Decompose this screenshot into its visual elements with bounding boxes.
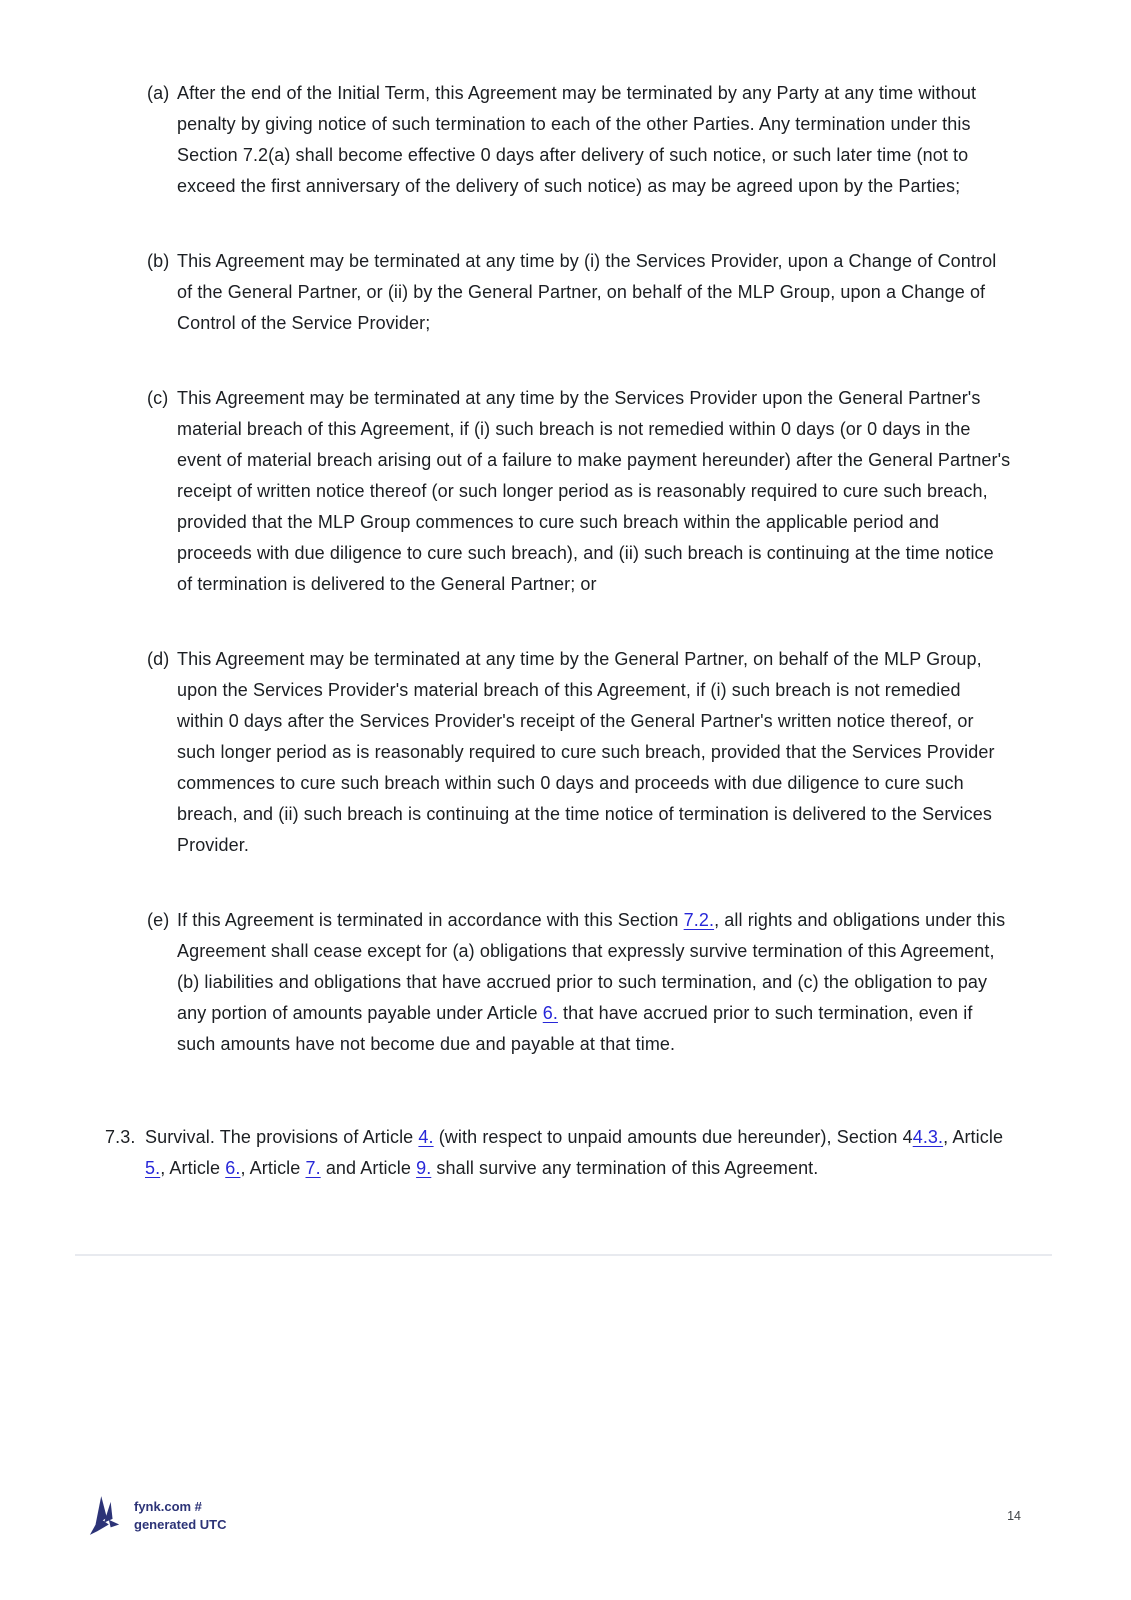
- clause-label: (d): [147, 649, 170, 669]
- brand-line2: generated UTC: [134, 1517, 227, 1532]
- cross-reference-link[interactable]: 7.2.: [683, 910, 715, 930]
- clause-paragraph: [147, 644, 1011, 861]
- section-label: 7.3.: [105, 1127, 136, 1147]
- clause-paragraph: [147, 383, 1011, 600]
- clause-text: This Agreement may be terminated at any time by the General Partner, on behalf of the MLP Group, upon the Services Provider's material breach of this Agreement, if (i) such breach is not remedied within 0 days after the Services Provider's receipt of the General Partner's written notice thereof, or such longer period as is reasonably required to cure such breach, provided that the Services Provider commences to cure such breach within such 0 days and proceeds with due diligence to cure such breach, and (ii) such breach is continuing at the time notice of termination is delivered to the Services Provider.: [177, 649, 995, 855]
- termination-clauses-list: [105, 78, 1011, 1060]
- page-number: 14: [1007, 1509, 1021, 1523]
- cross-reference-link[interactable]: 7.: [305, 1158, 321, 1178]
- cross-reference-link[interactable]: 6.: [542, 1003, 558, 1023]
- clause-paragraph: [147, 905, 1011, 1060]
- clause-text: This Agreement may be terminated at any time by the Services Provider upon the General Partner's material breach of this Agreement, if (i) such breach is not remedied within 0 days (or 0 days in the event of material breach arising out of a failure to make payment hereunder) after the General Partner's receipt of written notice thereof (or such longer period as is reasonably required to cure such breach, provided that the MLP Group commences to cure such breach within the applicable period and proceeds with due diligence to cure such breach), and (ii) such breach is continuing at the time notice of termination is delivered to the General Partner; or: [177, 388, 1011, 594]
- footer-divider: [75, 1254, 1052, 1256]
- clause-label: (a): [147, 83, 170, 103]
- clause-text: After the end of the Initial Term, this Agreement may be terminated by any Party at any time without penalty by giving notice of such termination to each of the other Parties. Any termination under this Section 7.2(a) shall become effective 0 days after delivery of such notice, or such later time (not to exceed the first anniversary of the delivery of such notice) as may be agreed upon by the Parties;: [177, 83, 977, 196]
- numbered-sections: [105, 1122, 1011, 1184]
- section-row: [105, 1122, 1011, 1184]
- clause-text: If this Agreement is terminated in accordance with this Section 7.2., all rights and obligations under this Agreement shall cease except for (a) obligations that expressly survive termination of this Agreement, (b) liabilities and obligations that have accrued prior to such termination, and (c) the obligation to pay any portion of amounts payable under Article 6. that have accrued prior to such termination, even if such amounts have not become due and payable at that time.: [177, 910, 1006, 1054]
- cross-reference-link[interactable]: 4.3.: [912, 1127, 944, 1147]
- clause-paragraph: [147, 78, 1011, 202]
- cross-reference-link[interactable]: 9.: [416, 1158, 432, 1178]
- brand-line1: fynk.com #: [134, 1499, 202, 1514]
- cross-reference-link[interactable]: 4.: [418, 1127, 434, 1147]
- cross-reference-link[interactable]: 6.: [225, 1158, 241, 1178]
- brand-block: [88, 1494, 226, 1538]
- clause-paragraph: [147, 246, 1011, 339]
- brand-text: [134, 1498, 226, 1534]
- cross-reference-link[interactable]: 5.: [145, 1158, 161, 1178]
- clause-label: (b): [147, 251, 170, 271]
- page-footer: [88, 1494, 1021, 1538]
- clause-label: (e): [147, 910, 170, 930]
- fynk-logo-icon: [88, 1494, 122, 1538]
- clause-label: (c): [147, 388, 169, 408]
- clause-text: This Agreement may be terminated at any time by (i) the Services Provider, upon a Change of Control of the General Partner, or (ii) by the General Partner, on behalf of the MLP Group, upon a Change of Control of the Service Provider;: [177, 251, 997, 333]
- section-text: Survival. The provisions of Article 4. (with respect to unpaid amounts due hereunder), Section 44.3., Article 5., Article 6., Article 7. and Article 9. shall survive any termination of this Agreement.: [145, 1127, 1004, 1178]
